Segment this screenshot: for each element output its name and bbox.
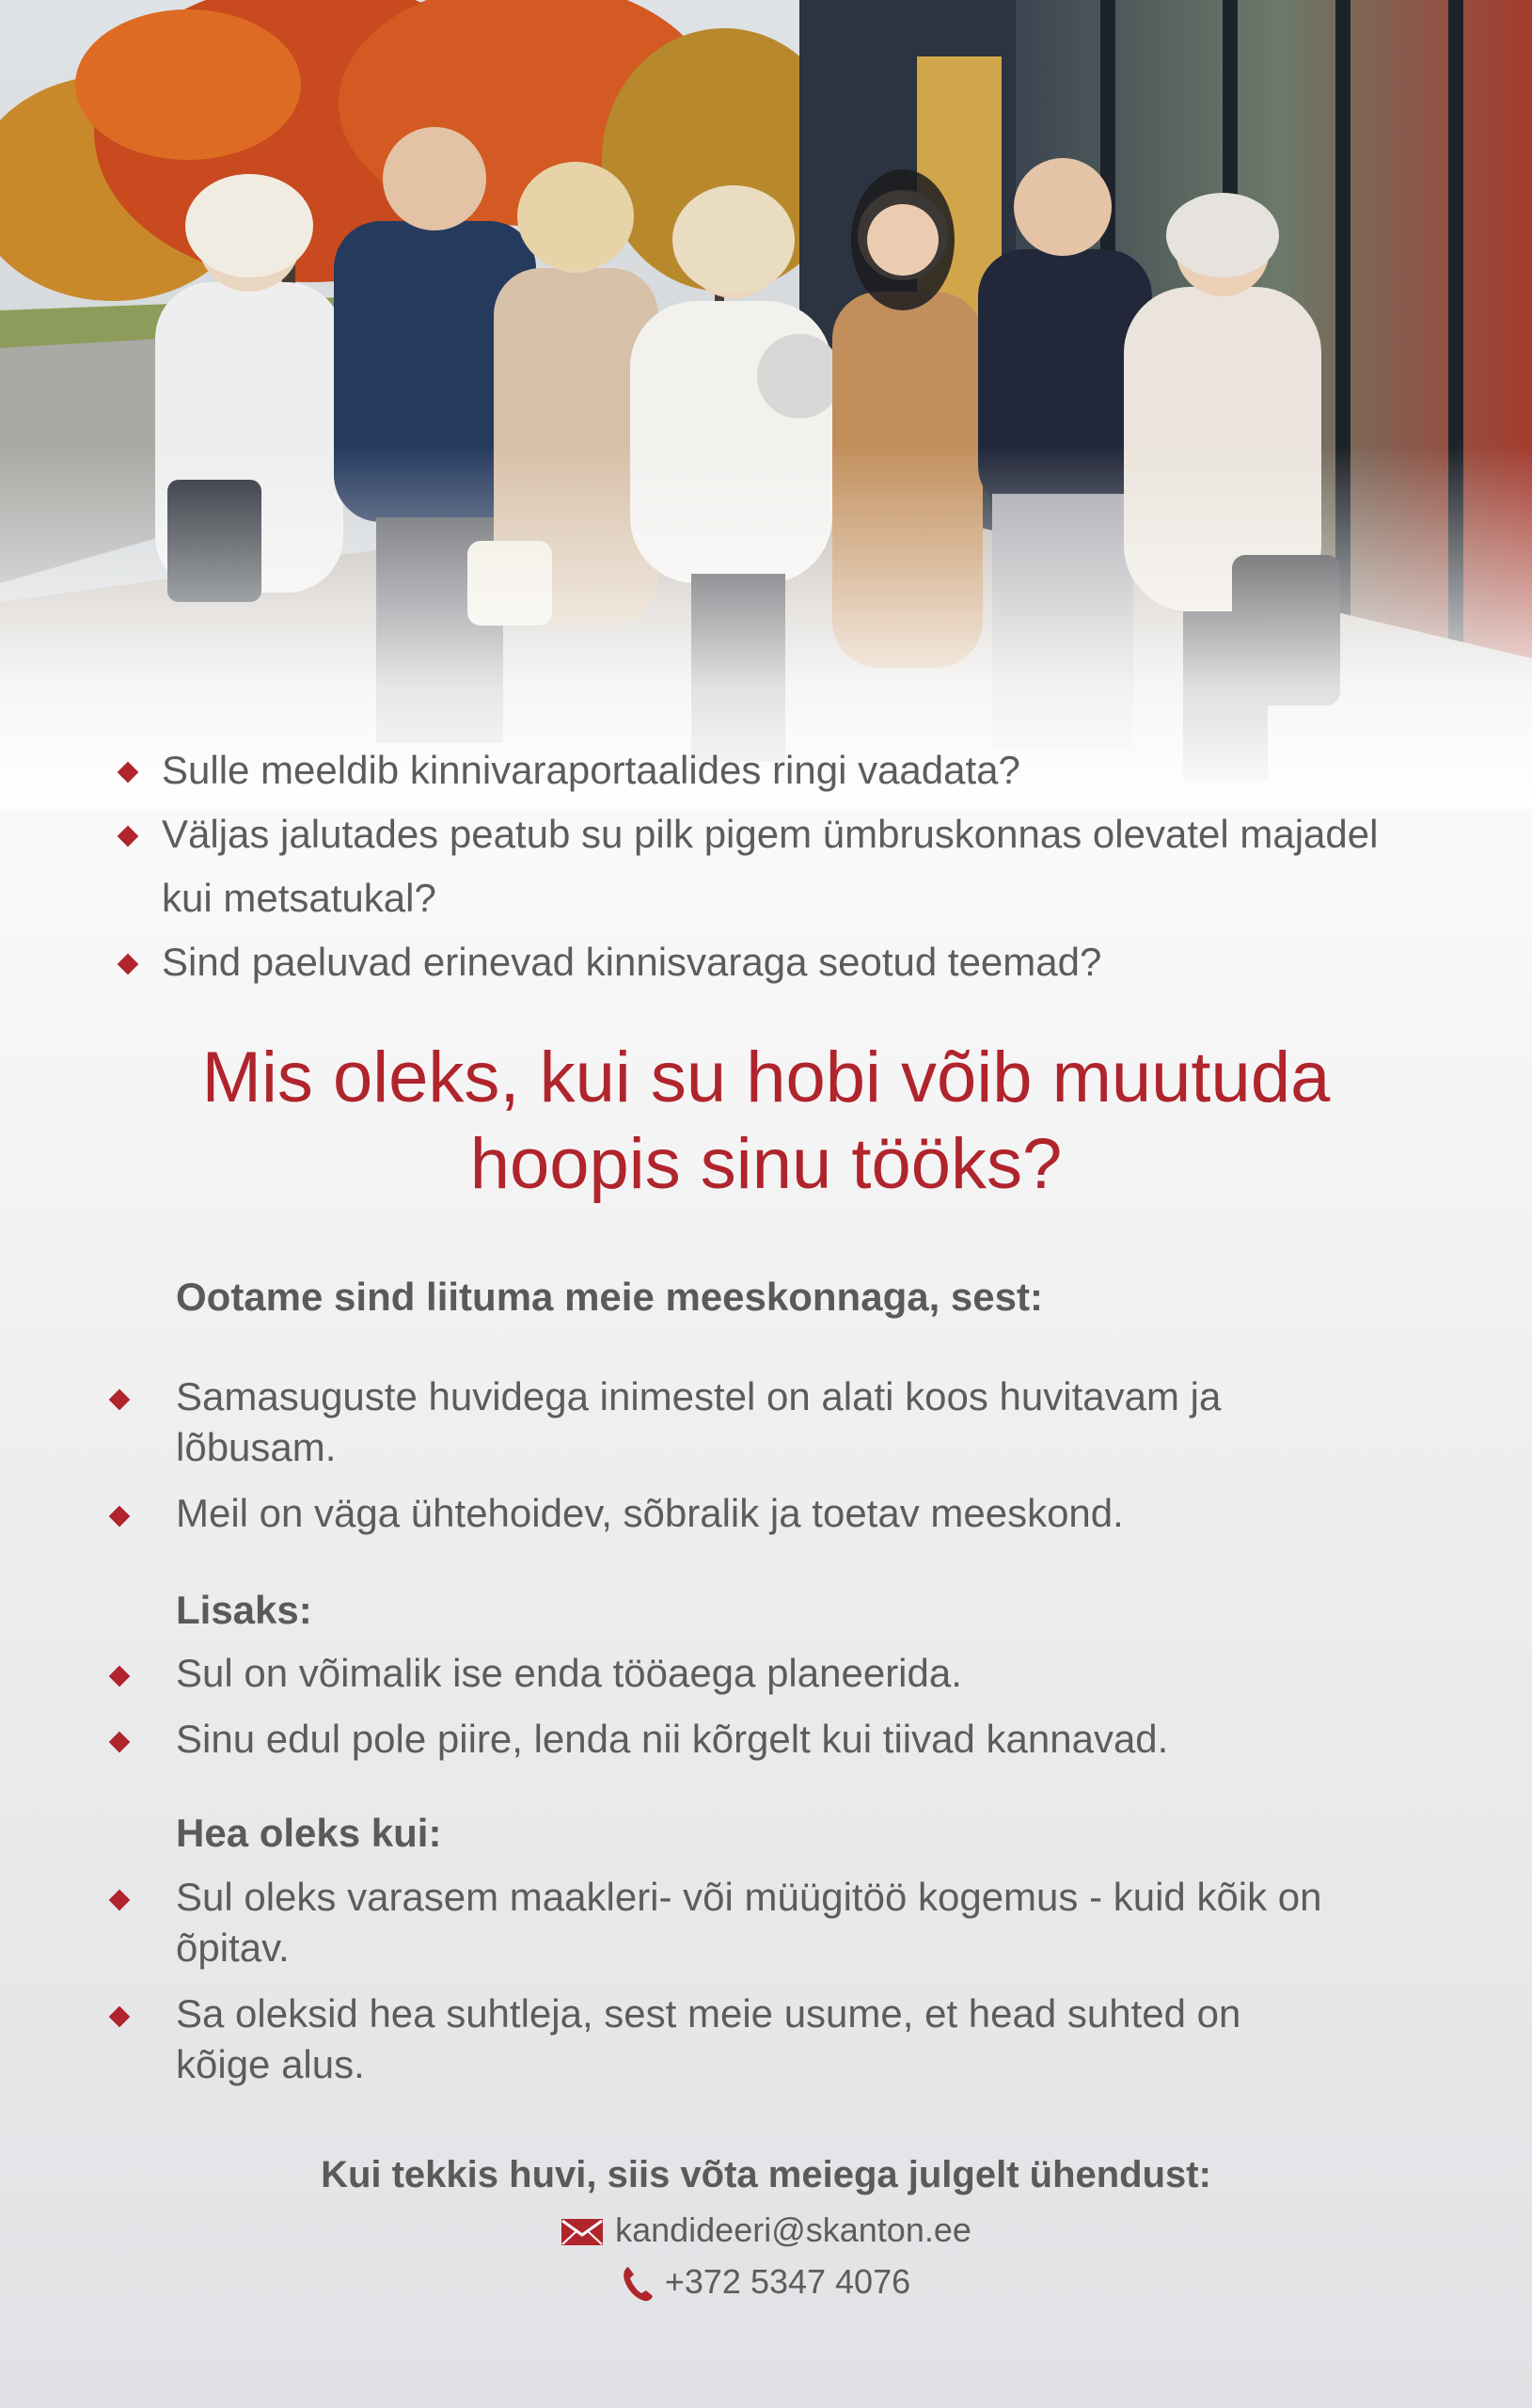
diamond-bullet-icon [118, 826, 139, 848]
headline-line-2: hoopis sinu tööks? [469, 1124, 1063, 1204]
list-item: Sind paeluvad erinevad kinnisvaraga seotud teemad? [115, 930, 1431, 994]
contact-email-row [0, 2210, 1532, 2250]
diamond-bullet-icon [118, 954, 139, 975]
envelope-icon [561, 2218, 604, 2246]
list-item: Sa oleksid hea suhtleja, sest meie usume, et head suhted on kõige alus. [105, 1988, 1257, 2090]
join-reasons-list [105, 1371, 1422, 1539]
headline-line-1: Mis oleks, kui su hobi võib muutuda [201, 1038, 1331, 1117]
list-item: Sul on võimalik ise enda tööaega planeerida. [105, 1648, 1422, 1699]
contact-phone-row [0, 2262, 1532, 2303]
diamond-bullet-icon [109, 1389, 131, 1411]
list-item: Sinu edul pole piire, lenda nii kõrgelt kui tiivad kannavad. [105, 1714, 1422, 1765]
headline [0, 1035, 1532, 1208]
additional-benefits-list [105, 1648, 1422, 1765]
section-title-additionally: Lisaks: [176, 1588, 312, 1632]
section-title-join: Ootame sind liituma meie meeskonnaga, sest: [176, 1275, 1043, 1319]
diamond-bullet-icon [109, 1890, 131, 1911]
intro-question-list [115, 738, 1431, 994]
list-item: Samasuguste huvidega inimestel on alati koos huvitavam ja lõbusam. [105, 1371, 1361, 1473]
contact-title: Kui tekkis huvi, siis võta meiega julgelt ühendust: [321, 2154, 1211, 2195]
diamond-bullet-icon [109, 1732, 131, 1753]
team-photo [0, 0, 1532, 809]
diamond-bullet-icon [109, 1506, 131, 1528]
list-item: Meil on väga ühtehoidev, sõbralik ja toetav meeskond. [105, 1488, 1422, 1539]
email-link[interactable]: kandideeri@skanton.ee [615, 2210, 971, 2249]
phone-link[interactable]: +372 5347 4076 [664, 2262, 911, 2301]
list-item: Sul oleks varasem maakleri- või müügitöö kogemus - kuid kõik on õpitav. [105, 1872, 1417, 1973]
phone-icon [622, 2265, 654, 2303]
nice-to-have-list [105, 1872, 1422, 2090]
list-item: Väljas jalutades peatub su pilk pigem ümbruskonnas olevatel majadel kui metsatukal? [115, 802, 1413, 930]
diamond-bullet-icon [109, 2006, 131, 2028]
list-item: Sulle meeldib kinnivaraportaalides ringi vaadata? [115, 738, 1431, 802]
section-title-nice-to-have: Hea oleks kui: [176, 1811, 442, 1855]
diamond-bullet-icon [109, 1666, 131, 1687]
diamond-bullet-icon [118, 762, 139, 784]
